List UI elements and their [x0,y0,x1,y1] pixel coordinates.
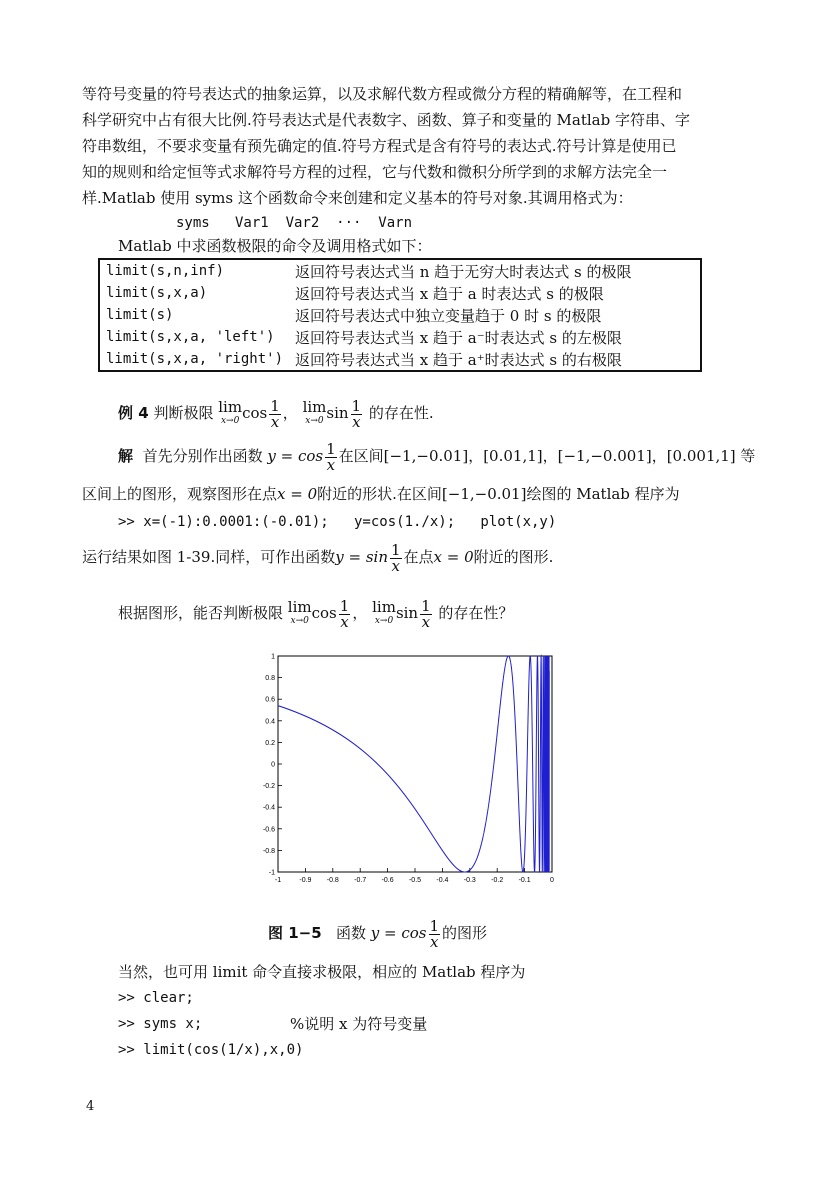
command-name: limit(s,x,a, 'right') [106,351,284,367]
y-tick-label: -1 [268,869,275,877]
command-name: limit(s,x,a) [106,285,208,301]
caption-label: 图 1−5 [268,924,322,942]
command-desc: 返回符号表达式当 x 趋于 a 时表达式 s 的极限 [295,284,604,303]
table-row [99,348,701,371]
command-name: limit(s,x,a, 'left') [106,329,275,345]
example-text: 判断极限 [153,404,214,422]
x-tick-label: -0.7 [354,877,367,884]
paragraph-line-2: 科学研究中占有很大比例.符号表达式是代表数字、函数、算子和变量的 Matlab 字符串、字 [82,111,690,129]
question: 根据图形，能否判断极限 lim x→0 cos $\frac{1}{x}$ ， lim x→0 sin $\frac{1}{x}$ 的存在性？ [118,596,514,631]
y-tick-label: 0.4 [265,718,275,726]
command-desc: 返回符号表达式当 x 趋于 a⁺时表达式 s 的右极限 [295,350,622,369]
limit-intro: Matlab 中求函数极限的命令及调用格式如下： [118,237,432,255]
command-name: limit(s) [106,307,174,323]
x-tick-label: -0.8 [326,877,339,884]
y-tick-label: 0.2 [265,739,275,747]
solution-line-1: 解 首先分别作出函数 y = cos $\frac{1}{x}$ 在区间[−1,−0.01]，[0.01,1]，[−1,−0.001]，[0.001,1] 等 [118,439,756,474]
y-tick-label: 0.8 [265,675,275,683]
table-row [99,259,701,282]
limit-command-table [98,258,702,372]
table-row [99,326,701,348]
x-tick-label: -0.9 [299,877,312,884]
paragraph-line-5: 样.Matlab 使用 syms 这个函数命令来创建和定义基本的符号对象.其调用格式为： [82,189,633,207]
figure-caption: 图 1−5 函数 y = cos $\frac{1}{x}$ 的图形 [268,916,488,951]
paragraph-line-1: 等符号变量的符号表达式的抽象运算，以及求解代数方程或微分方程的精确解等，在工程和 [82,85,683,103]
syms-format: syms Var1 Var2 ··· Varn [176,215,413,231]
code-limit: >> limit(cos(1/x),x,0) [118,1042,304,1058]
y-tick-label: 1 [271,653,275,661]
x-tick-label: -0.4 [436,877,449,884]
command-desc: 返回符号表达式中独立变量趋于 0 时 s 的极限 [295,306,602,325]
limit-expr-sin: lim x→0 [302,398,327,426]
table-row [99,282,701,304]
example-label: 例 4 [118,404,149,422]
solution-line-2: 区间上的图形，观察图形在点x = 0附近的形状.在区间[−1,−0.01]绘图的 Matlab 程序为 [82,485,680,503]
paragraph-line-3: 符串数组，不要求变量有预先确定的值.符号方程式是含有符号的表达式.符号计算是使用已 [82,137,677,155]
after-intro: 当然，也可用 limit 命令直接求极限，相应的 Matlab 程序为 [118,963,526,981]
x-tick-label: -0.3 [463,877,476,884]
y-tick-label: 0 [271,761,275,769]
solution-line-3: 运行结果如图 1-39.同样，可作出函数y = sin $\frac{1}{x}$ 在点x = 0附近的图形. [82,540,554,575]
code-plot: >> x=(-1):0.0001:(-0.01); y=cos(1./x); plot(x,y) [118,514,557,530]
x-tick-label: -0.6 [381,877,394,884]
page-number: 4 [86,1099,95,1114]
plot-frame [278,656,552,872]
y-tick-label: -0.6 [262,826,275,834]
code-comment: %说明 x 为符号变量 [290,1015,428,1033]
example-end: 的存在性. [368,404,434,422]
y-tick-label: 0.6 [265,696,275,704]
limit-expr-cos: lim x→0 [218,398,243,426]
paragraph-line-4: 知的规则和给定恒等式求解符号方程的过程，它与代数和微积分所学到的求解方法完全一 [82,163,668,181]
cos-1-over-x-plot [250,648,570,898]
command-desc: 返回符号表达式当 x 趋于 a⁻时表达式 s 的左极限 [295,328,622,347]
x-tick-label: -0.5 [408,877,422,884]
code-syms: >> syms x; [118,1016,203,1032]
y-tick-label: -0.4 [262,804,275,812]
y-tick-label: -0.2 [262,783,275,791]
command-desc: 返回符号表达式当 n 趋于无穷大时表达式 s 的极限 [295,262,632,281]
y-tick-label: -0.8 [262,847,275,855]
x-tick-label: -0.1 [518,877,531,884]
command-name: limit(s,n,inf) [106,263,225,279]
x-tick-label: 0 [550,877,554,884]
example-4: 例 4 判断极限 lim x→0 cos $\frac{1}{x}$ ， lim x→0 sin $\frac{1}{x}$ 的存在性. [118,396,434,431]
x-tick-label: -1 [274,877,282,884]
code-clear: >> clear; [118,990,194,1006]
table-row [99,304,701,326]
solution-label: 解 [118,447,134,465]
x-tick-label: -0.2 [491,877,504,884]
